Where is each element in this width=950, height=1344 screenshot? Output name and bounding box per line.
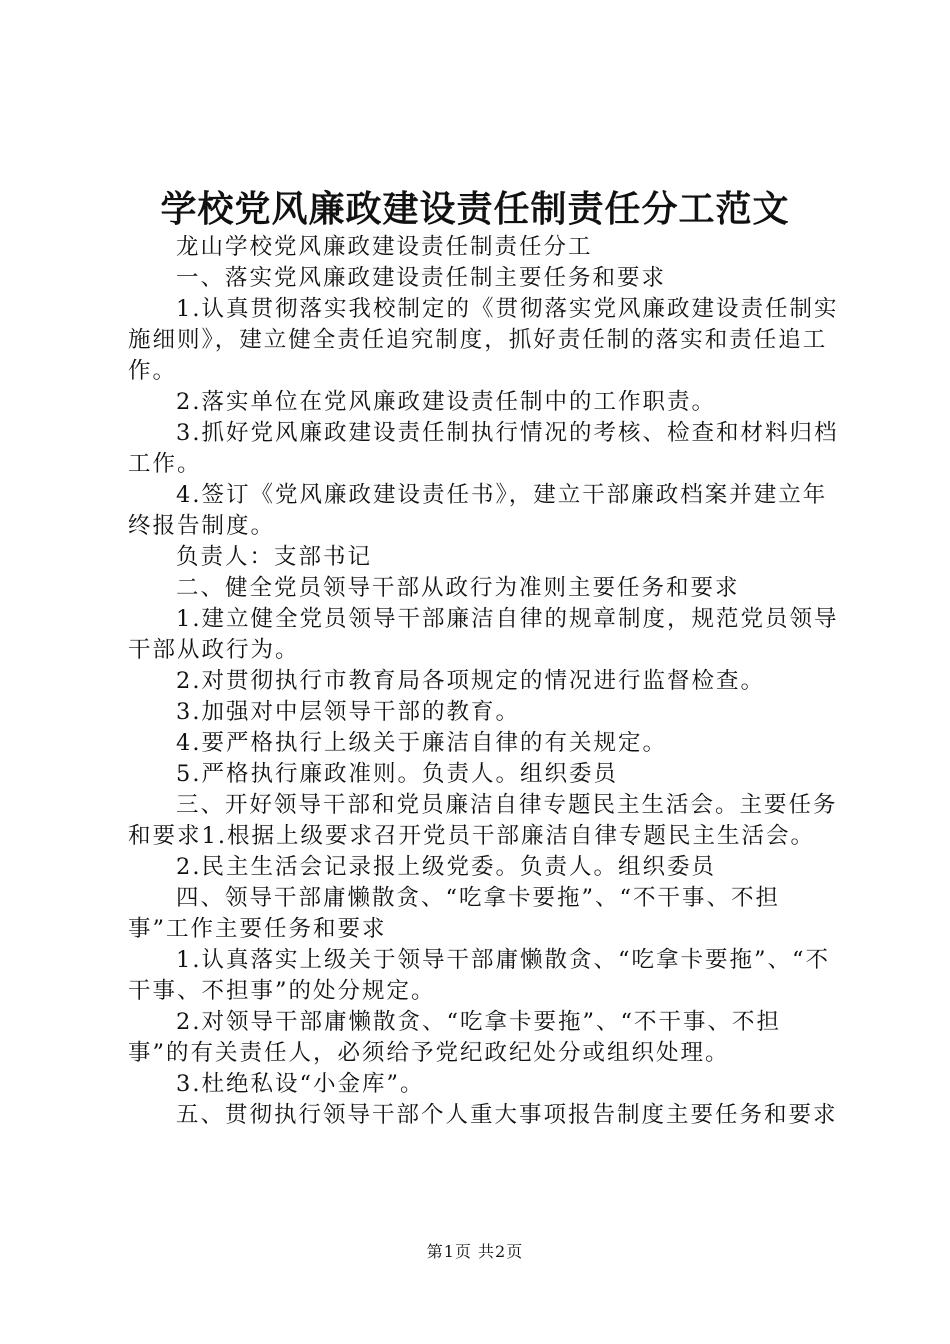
- paragraph: 2.对贯彻执行市教育局各项规定的情况进行监督检查。: [176, 668, 765, 694]
- paragraph: 4.要严格执行上级关于廉洁自律的有关规定。: [176, 730, 667, 756]
- section-heading-2: 二、健全党员领导干部从政行为准则主要任务和要求: [176, 575, 740, 601]
- paragraph: 4.签订《党风廉政建设责任书》，建立干部廉政档案并建立年终报告制度。: [128, 482, 828, 539]
- paragraph: 3.杜绝私设“小金库”。: [176, 1071, 425, 1097]
- paragraph: 1.认真贯彻落实我校制定的《贯彻落实党风廉政建设责任制实施细则》，建立健全责任追究制度，抓好责任制的落实和责任追工作。: [128, 296, 839, 384]
- section-heading-5: 五、贯彻执行领导干部个人重大事项报告制度主要任务和要求: [176, 1102, 838, 1128]
- page-indicator: 第1页 共2页: [426, 1242, 524, 1261]
- responsible-person: 负责人：支部书记: [176, 544, 373, 570]
- paragraph: 2.民主生活会记录报上级党委。负责人。组织委员: [176, 854, 716, 880]
- paragraph: 2.对领导干部庸懒散贪、“吃拿卡要拖”、“不干事、不担事”的有关责任人，必须给予党纪政纪处分或组织处理。: [128, 1009, 781, 1066]
- section-heading-3: 三、开好领导干部和党员廉洁自律专题民主生活会。主要任务和要求1.根据上级要求召开党员干部廉洁自律专题民主生活会。: [128, 792, 838, 849]
- section-heading-1: 一、落实党风廉政建设责任制主要任务和要求: [176, 265, 667, 291]
- document-body: [128, 232, 840, 1131]
- paragraph: 2.落实单位在党风廉政建设责任制中的工作职责。: [176, 389, 716, 415]
- document-title: 学校党风廉政建设责任制责任分工范文: [160, 188, 790, 230]
- paragraph: 3.抓好党风廉政建设责任制执行情况的考核、检查和材料归档工作。: [128, 420, 839, 477]
- paragraph: 1.认真落实上级关于领导干部庸懒散贪、“吃拿卡要拖”、“不干事、不担事”的处分规定。: [128, 947, 830, 1004]
- paragraph: 3.加强对中层领导干部的教育。: [176, 699, 520, 725]
- paragraph: 5.严格执行廉政准则。负责人。组织委员: [176, 761, 618, 787]
- paragraph: 1.建立健全党员领导干部廉洁自律的规章制度，规范党员领导干部从政行为。: [128, 606, 839, 663]
- section-heading-4: 四、领导干部庸懒散贪、“吃拿卡要拖”、“不干事、不担事”工作主要任务和要求: [128, 885, 781, 942]
- paragraph-subtitle: 龙山学校党风廉政建设责任制责任分工: [176, 234, 593, 260]
